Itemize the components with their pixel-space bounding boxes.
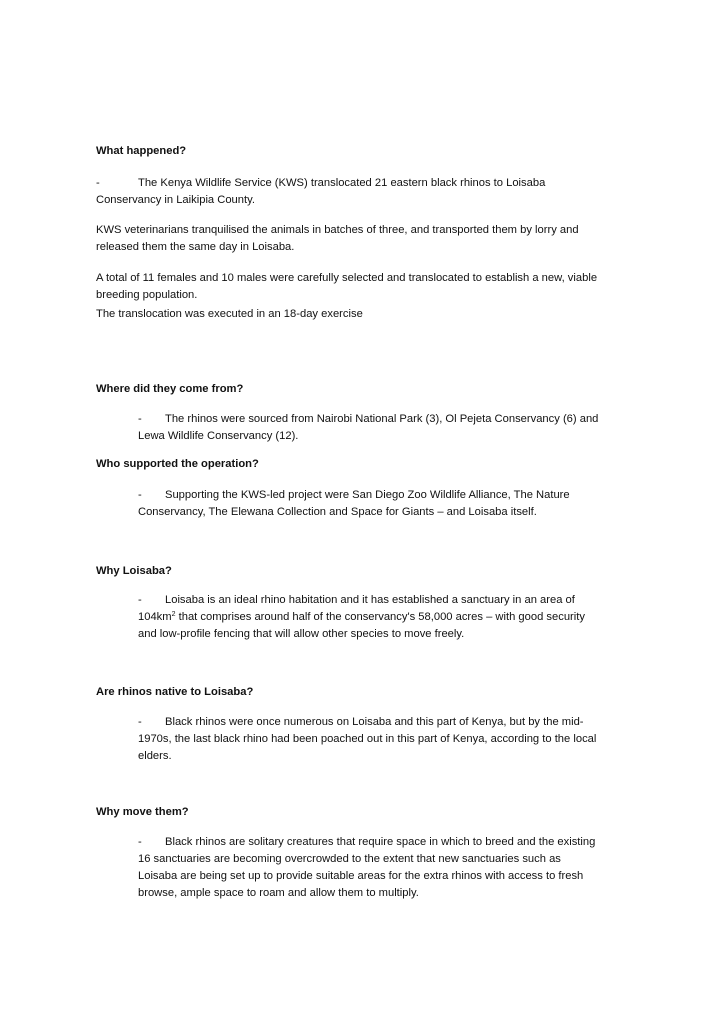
bullet-line: 16 sanctuaries are becoming overcrowded to the extent that new sanctuaries such as [138, 853, 561, 865]
bullet-line [138, 487, 638, 504]
bullet-item-supporters [138, 487, 638, 521]
bullet-text: The rhinos were sourced from Nairobi National Park (3), Ol Pejeta Conservancy (6) and [165, 413, 599, 425]
bullet-line: and low-profile fencing that will allow other species to move freely. [138, 628, 465, 640]
bullet-item-reasons [138, 834, 638, 902]
bullet-dash: - [96, 177, 100, 189]
bullet-dash: - [138, 716, 142, 728]
bullet-dash: - [138, 836, 142, 848]
area-value: 104km [138, 611, 172, 623]
bullet-line: browse, ample space to roam and allow them to multiply. [138, 887, 419, 899]
bullet-line: 1970s, the last black rhino had been poached out in this part of Kenya, according to the local [138, 733, 597, 745]
paragraph-line: KWS veterinarians tranquilised the animals in batches of three, and transported them by lorry and [96, 224, 579, 236]
bullet-item-history [138, 714, 638, 765]
bullet-text: Loisaba is an ideal rhino habitation and it has established a sanctuary in an area of [165, 594, 575, 606]
paragraph-veterinarians [96, 222, 646, 256]
bullet-line [138, 609, 638, 626]
paragraph-line: released them the same day in Loisaba. [96, 241, 295, 253]
section-heading-native: Are rhinos native to Loisaba? [96, 686, 254, 698]
bullet-line [96, 175, 646, 192]
section-heading-what-happened: What happened? [96, 145, 187, 157]
bullet-dash: - [138, 489, 142, 501]
bullet-line: Conservancy, The Elewana Collection and Space for Giants – and Loisaba itself. [138, 506, 537, 518]
paragraph-line: The translocation was executed in an 18-day exercise [96, 308, 363, 320]
paragraph-females-males [96, 270, 646, 304]
bullet-line [138, 834, 638, 851]
bullet-text: that comprises around half of the conservancy's 58,000 acres – with good security [175, 611, 585, 623]
bullet-line [138, 411, 638, 428]
paragraph-18-day [96, 306, 646, 323]
bullet-item-kws-translocated [96, 175, 646, 209]
paragraph-line: A total of 11 females and 10 males were carefully selected and translocated to establish a new, viable [96, 272, 598, 284]
bullet-line: elders. [138, 750, 172, 762]
bullet-line [138, 714, 638, 731]
section-heading-where-from: Where did they come from? [96, 383, 244, 395]
bullet-text: Black rhinos are solitary creatures that require space in which to breed and the existing [165, 836, 596, 848]
section-heading-who-supported: Who supported the operation? [96, 458, 259, 470]
bullet-dash: - [138, 413, 142, 425]
bullet-item-habitat [138, 592, 638, 643]
bullet-text: The Kenya Wildlife Service (KWS) translocated 21 eastern black rhinos to Loisaba [138, 177, 546, 189]
paragraph-line: breeding population. [96, 289, 198, 301]
bullet-line: Loisaba are being set up to provide suitable areas for the extra rhinos with access to fresh [138, 870, 584, 882]
section-heading-why-move: Why move them? [96, 806, 189, 818]
section-heading-why-loisaba: Why Loisaba? [96, 565, 172, 577]
bullet-line: Conservancy in Laikipia County. [96, 194, 255, 206]
bullet-dash: - [138, 594, 142, 606]
bullet-text: Supporting the KWS-led project were San Diego Zoo Wildlife Alliance, The Nature [165, 489, 570, 501]
bullet-line: Lewa Wildlife Conservancy (12). [138, 430, 299, 442]
bullet-line [138, 592, 638, 609]
bullet-text: Black rhinos were once numerous on Loisaba and this part of Kenya, but by the mid- [165, 716, 584, 728]
bullet-item-sources [138, 411, 638, 445]
area-unit-superscript: 2 [171, 611, 176, 618]
